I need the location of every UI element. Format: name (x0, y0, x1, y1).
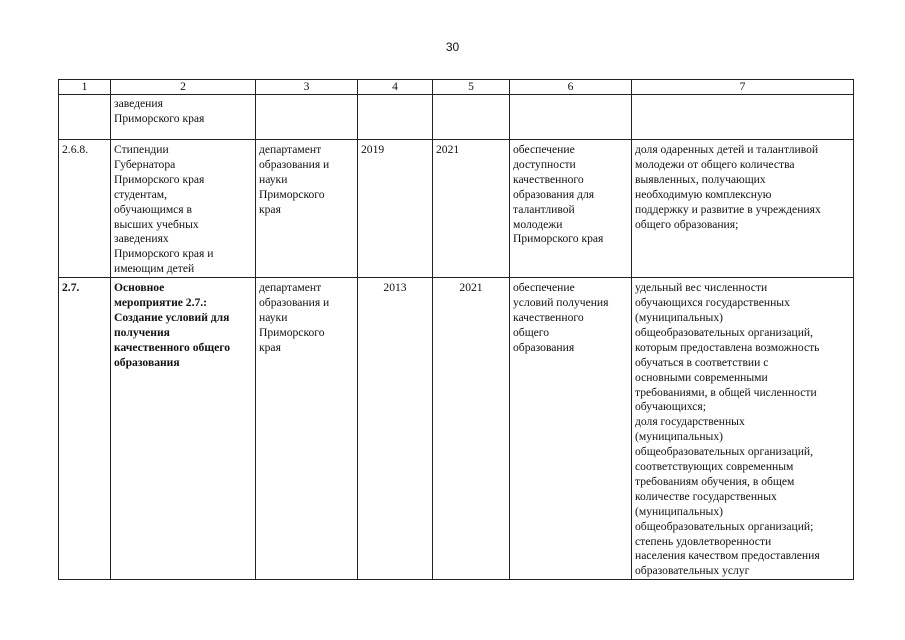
end-year-cell: 2021 (433, 278, 510, 580)
program-table (58, 79, 854, 580)
row-number-cell (59, 95, 111, 140)
table-row (59, 278, 854, 580)
table-row (59, 95, 854, 140)
start-year-cell: 2019 (358, 140, 433, 278)
start-year-cell: 2013 (358, 278, 433, 580)
column-header-1: 1 (59, 80, 111, 95)
table-header-row (59, 80, 854, 95)
end-year-cell (433, 95, 510, 140)
indicator-cell (632, 95, 854, 140)
page-number: 30 (445, 40, 460, 54)
indicator-cell: доля одаренных детей и талантливой молодежи от общего количества выявленных, получающих необходимую комплексную поддержку и развитие в учреждениях общего образования; (632, 140, 854, 278)
expected-result-cell (510, 95, 632, 140)
column-header-5: 5 (433, 80, 510, 95)
row-number-cell: 2.6.8. (59, 140, 111, 278)
expected-result-cell: обеспечение доступности качественного образования для талантливой молодежи Приморского края (510, 140, 632, 278)
column-header-3: 3 (256, 80, 358, 95)
executor-cell: департамент образования и науки Приморского края (256, 140, 358, 278)
table-row (59, 140, 854, 278)
executor-cell: департамент образования и науки Приморского края (256, 278, 358, 580)
end-year-cell: 2021 (433, 140, 510, 278)
activity-name-cell: заведения Приморского края (111, 95, 256, 140)
column-header-4: 4 (358, 80, 433, 95)
expected-result-cell: обеспечение условий получения качественного общего образования (510, 278, 632, 580)
column-header-2: 2 (111, 80, 256, 95)
start-year-cell (358, 95, 433, 140)
activity-name-cell: Основное мероприятие 2.7.: Создание условий для получения качественного общего образования (111, 278, 256, 580)
activity-name-cell: Стипендии Губернатора Приморского края студентам, обучающимся в высших учебных заведениях Приморского края и имеющим детей (111, 140, 256, 278)
column-header-7: 7 (632, 80, 854, 95)
row-number-cell: 2.7. (59, 278, 111, 580)
executor-cell (256, 95, 358, 140)
column-header-6: 6 (510, 80, 632, 95)
indicator-cell: удельный вес численности обучающихся государственных (муниципальных) общеобразовательных организаций, которым предоставлена возможность обучаться в соответствии с основными современными требованиями, в общей численности обучающихся; доля государственных (муниципальных) общеобразовательных организаций, соответствующих современным требованиям обучения, в общем количестве государственных (муниципальных) общеобразовательных организаций; степень удовлетворенности населения качеством предоставления образовательных услуг (632, 278, 854, 580)
